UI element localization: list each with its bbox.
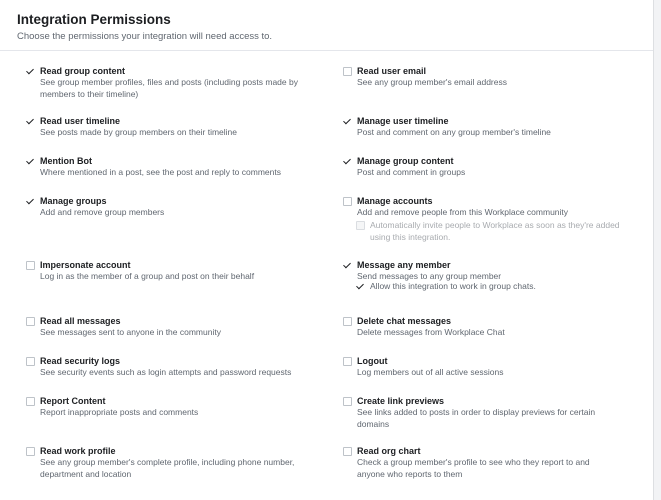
permission-description: Delete messages from Workplace Chat [357,327,505,337]
permission-checkbox[interactable] [26,447,35,456]
permission-title: Impersonate account [40,260,131,270]
permission-title: Create link previews [357,396,445,406]
permission-title: Read all messages [40,316,121,326]
permission-description: Post and comment on any group member's timeline [357,127,551,137]
permission-checkbox[interactable] [26,157,35,166]
permission-description: See posts made by group members on their timeline [40,127,238,137]
sub-option-checkbox[interactable] [356,282,365,291]
permission-title: Manage groups [40,196,107,206]
permission-description: Log in as the member of a group and post on their behalf [40,271,255,281]
permission-description: Post and comment in groups [357,167,466,177]
permission-description: Send messages to any group member [357,271,502,281]
permission-title: Delete chat messages [357,316,452,326]
permission-checkbox[interactable] [343,67,352,76]
permission-checkbox[interactable] [343,197,352,206]
permission-checkbox[interactable] [343,157,352,166]
permission-checkbox[interactable] [26,67,35,76]
permission-title: Logout [357,356,388,366]
sub-option-label: Automatically invite people to Workplace as soon as they're added using this integration. [370,220,620,242]
permission-title: Read user email [357,66,427,76]
permission-title: Read group content [40,66,125,76]
permission-checkbox[interactable] [26,397,35,406]
permission-checkbox[interactable] [343,117,352,126]
permission-title: Manage accounts [357,196,433,206]
sub-option-label: Allow this integration to work in group chats. [370,281,536,291]
page-title: Integration Permissions [17,12,171,27]
permission-title: Mention Bot [40,156,92,166]
permission-checkbox[interactable] [26,317,35,326]
permission-description: See links added to posts in order to display previews for certain domains [357,407,596,429]
page-subtitle: Choose the permissions your integration will need access to. [17,31,273,42]
permission-description: See any group member's complete profile, including phone number, department and location [40,457,295,479]
permission-description: Where mentioned in a post, see the post and reply to comments [40,167,281,177]
permission-title: Read security logs [40,356,121,366]
permission-description: See any group member's email address [357,77,507,87]
permission-checkbox[interactable] [343,397,352,406]
permission-title: Manage user timeline [357,116,449,126]
permission-title: Read user timeline [40,116,121,126]
permission-title: Read work profile [40,446,116,456]
permission-checkbox[interactable] [26,261,35,270]
permission-checkbox[interactable] [26,117,35,126]
permission-checkbox[interactable] [343,261,352,270]
permission-checkbox[interactable] [343,317,352,326]
permission-description: Report inappropriate posts and comments [40,407,199,417]
permission-checkbox[interactable] [343,357,352,366]
permission-description: Check a group member's profile to see who they report to and anyone who reports to them [357,457,590,479]
sub-option-checkbox [356,221,365,230]
permission-description: See group member profiles, files and posts (including posts made by members to their timeline) [40,77,298,99]
permission-description: See security events such as login attempts and password requests [40,367,292,377]
permission-checkbox[interactable] [26,197,35,206]
permission-title: Message any member [357,260,451,270]
permission-description: See messages sent to anyone in the community [40,327,221,337]
permission-description: Log members out of all active sessions [357,367,504,377]
panel-header [0,0,653,51]
permission-title: Report Content [40,396,106,406]
permission-checkbox[interactable] [343,447,352,456]
permission-title: Manage group content [357,156,454,166]
permission-title: Read org chart [357,446,421,456]
permission-description: Add and remove people from this Workplace community [357,207,569,217]
permission-description: Add and remove group members [40,207,165,217]
permission-checkbox[interactable] [26,357,35,366]
